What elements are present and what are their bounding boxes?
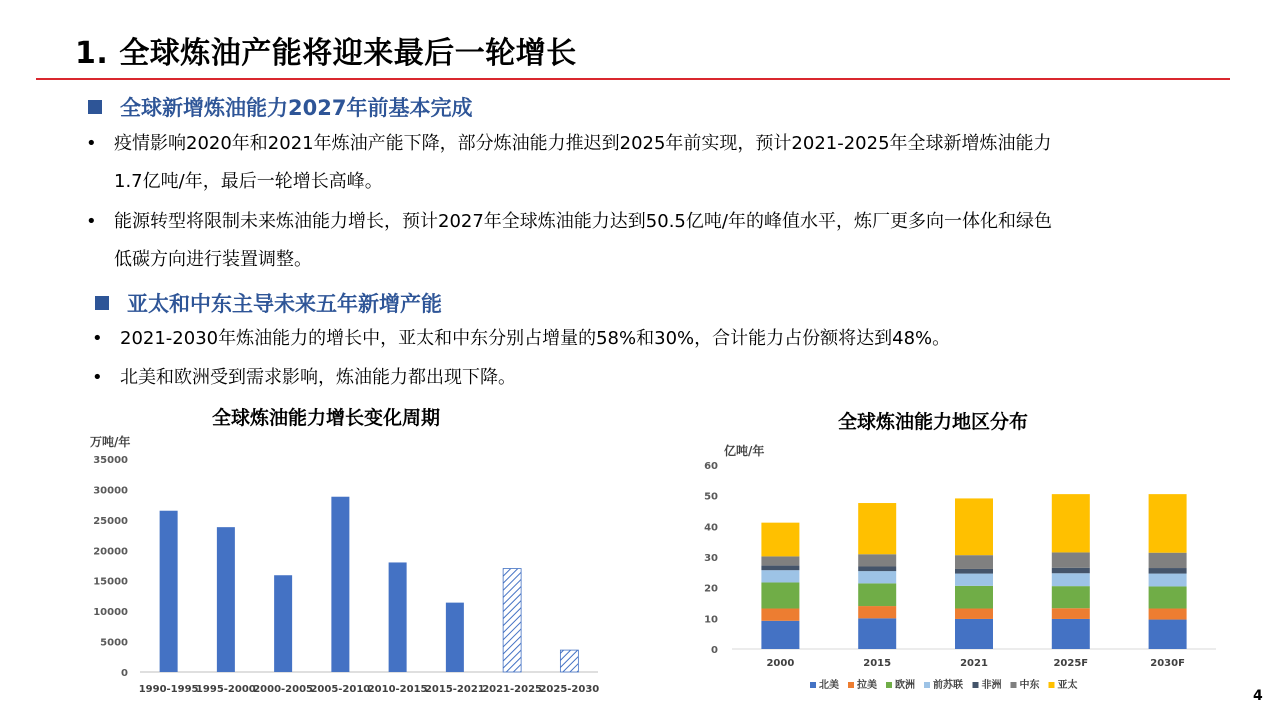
stacked-bar-segment xyxy=(955,609,993,619)
stacked-bar-segment xyxy=(1149,586,1187,608)
stacked-bar-segment xyxy=(761,523,799,557)
legend-label: 非洲 xyxy=(981,680,1002,691)
legend-swatch xyxy=(1011,682,1017,688)
bar xyxy=(389,562,407,672)
y-tick-label: 0 xyxy=(121,668,128,679)
bullet-text: 2021-2030年炼油能力的增长中，亚太和中东分别占增量的58%和30%，合计能力占份额将达到48%。 xyxy=(120,328,951,349)
stacked-bar-segment xyxy=(1052,608,1090,619)
bar xyxy=(274,575,292,672)
chart2-plot xyxy=(690,450,1230,700)
section-heading-2 xyxy=(95,288,442,318)
y-tick-label: 25000 xyxy=(93,515,128,527)
legend-label: 欧洲 xyxy=(895,680,915,691)
y-tick-label: 30000 xyxy=(93,485,128,497)
legend-label: 前苏联 xyxy=(933,680,963,691)
y-tick-label: 0 xyxy=(711,645,718,656)
x-tick-label: 1990-1995 xyxy=(138,684,199,695)
stacked-bar-segment xyxy=(1052,552,1090,567)
bar xyxy=(331,497,349,672)
stacked-bar-segment xyxy=(1052,573,1090,586)
y-tick-label: 50 xyxy=(704,491,718,503)
stacked-bar-segment xyxy=(1149,620,1187,649)
x-tick-label: 2010-2015 xyxy=(367,684,428,695)
x-tick-label: 2000 xyxy=(766,658,795,669)
y-tick-label: 20 xyxy=(704,583,718,595)
x-tick-label: 1995-2000 xyxy=(195,684,256,695)
bar xyxy=(560,650,578,672)
x-tick-label: 2015 xyxy=(863,658,892,669)
bar xyxy=(160,511,178,672)
stacked-bar-segment xyxy=(858,606,896,618)
bullet-text: 能源转型将限制未来炼油能力增长，预计2027年全球炼油能力达到50.5亿吨/年的峰值水平，炼厂更多向一体化和绿色 xyxy=(114,211,1052,232)
stacked-bar-segment xyxy=(761,566,799,571)
bullet-text: 低碳方向进行装置调整。 xyxy=(114,249,312,270)
stacked-bar-segment xyxy=(858,567,896,572)
y-tick-label: 60 xyxy=(704,461,718,472)
y-tick-label: 20000 xyxy=(93,546,128,558)
stacked-bar-segment xyxy=(955,555,993,569)
stacked-bar-segment xyxy=(858,583,896,606)
legend-swatch xyxy=(973,682,979,688)
y-tick-label: 5000 xyxy=(100,637,128,649)
x-tick-label: 2000-2005 xyxy=(253,684,314,695)
x-tick-label: 2025F xyxy=(1053,658,1089,669)
legend-label: 拉美 xyxy=(857,680,877,691)
x-tick-label: 2005-2010 xyxy=(310,684,371,695)
stacked-bar-segment xyxy=(1149,494,1187,553)
bar xyxy=(446,603,464,672)
y-tick-label: 40 xyxy=(704,522,718,534)
stacked-bar-segment xyxy=(761,609,799,621)
stacked-bar-segment xyxy=(1149,574,1187,587)
stacked-bar-segment xyxy=(955,569,993,574)
stacked-bar-segment xyxy=(955,619,993,649)
bar xyxy=(217,527,235,672)
stacked-bar-segment xyxy=(858,503,896,554)
stacked-bar-segment xyxy=(1149,609,1187,620)
stacked-bar-segment xyxy=(955,586,993,609)
bullet-dot-icon: • xyxy=(92,328,103,349)
chart1-y-unit: 万吨/年 xyxy=(90,435,131,449)
stacked-bar-segment xyxy=(858,554,896,566)
x-tick-label: 2021 xyxy=(960,658,988,669)
stacked-bar-segment xyxy=(1149,553,1187,568)
stacked-bar-segment xyxy=(761,556,799,565)
bullet-text: 北美和欧洲受到需求影响，炼油能力都出现下降。 xyxy=(120,367,516,388)
y-tick-label: 30 xyxy=(704,553,718,564)
bar xyxy=(503,569,521,672)
legend-label: 北美 xyxy=(819,680,839,691)
legend-swatch xyxy=(848,682,854,688)
slide-title: 1. 全球炼油产能将迎来最后一轮增长 xyxy=(75,36,577,71)
bullet-text: 疫情影响2020年和2021年炼油产能下降，部分炼油能力推迟到2025年前实现，预计2021-2025年全球新增炼油能力 xyxy=(114,133,1052,154)
x-tick-label: 2015-2021 xyxy=(424,684,485,695)
section-heading-1 xyxy=(88,92,472,122)
stacked-bar-segment xyxy=(1149,568,1187,574)
bullet-dot-icon: • xyxy=(92,367,103,388)
page-number: 4 xyxy=(1253,688,1263,704)
chart1-title: 全球炼油能力增长变化周期 xyxy=(212,407,441,429)
stacked-bar-segment xyxy=(858,618,896,649)
stacked-bar-segment xyxy=(1052,619,1090,649)
stacked-bar-segment xyxy=(761,570,799,582)
legend-label: 亚太 xyxy=(1057,680,1078,691)
x-tick-label: 2030F xyxy=(1150,658,1185,669)
stacked-bar-segment xyxy=(761,582,799,608)
section-heading-2-text: 亚太和中东主导未来五年新增产能 xyxy=(127,292,442,316)
square-bullet-icon xyxy=(95,296,109,310)
bullet-dot-icon: • xyxy=(86,211,97,232)
title-divider xyxy=(36,78,1230,80)
bullet-text: 1.7亿吨/年，最后一轮增长高峰。 xyxy=(114,171,383,192)
legend-swatch xyxy=(1049,682,1055,688)
stacked-bar-segment xyxy=(1052,586,1090,608)
y-tick-label: 10 xyxy=(704,614,718,626)
stacked-bar-segment xyxy=(761,621,799,649)
stacked-bar-segment xyxy=(955,574,993,586)
x-tick-label: 2021-2025 xyxy=(482,684,543,695)
stacked-bar-segment xyxy=(1052,494,1090,552)
stacked-bar-segment xyxy=(1052,568,1090,574)
legend-swatch xyxy=(810,682,816,688)
y-tick-label: 35000 xyxy=(93,455,128,466)
stacked-bar-segment xyxy=(955,498,993,555)
legend-swatch xyxy=(886,682,892,688)
chart1-plot xyxy=(80,440,620,700)
square-bullet-icon xyxy=(88,100,102,114)
legend-label: 中东 xyxy=(1019,680,1040,691)
x-tick-label: 2025-2030 xyxy=(539,684,600,695)
bullet-dot-icon: • xyxy=(86,133,97,154)
stacked-bar-segment xyxy=(858,571,896,583)
chart2-y-unit: 亿吨/年 xyxy=(724,444,765,458)
section-heading-1-text: 全球新增炼油能力2027年前基本完成 xyxy=(120,96,473,120)
chart2-title: 全球炼油能力地区分布 xyxy=(838,411,1029,433)
y-tick-label: 15000 xyxy=(93,576,128,588)
y-tick-label: 10000 xyxy=(93,607,128,619)
legend-swatch xyxy=(924,682,930,688)
